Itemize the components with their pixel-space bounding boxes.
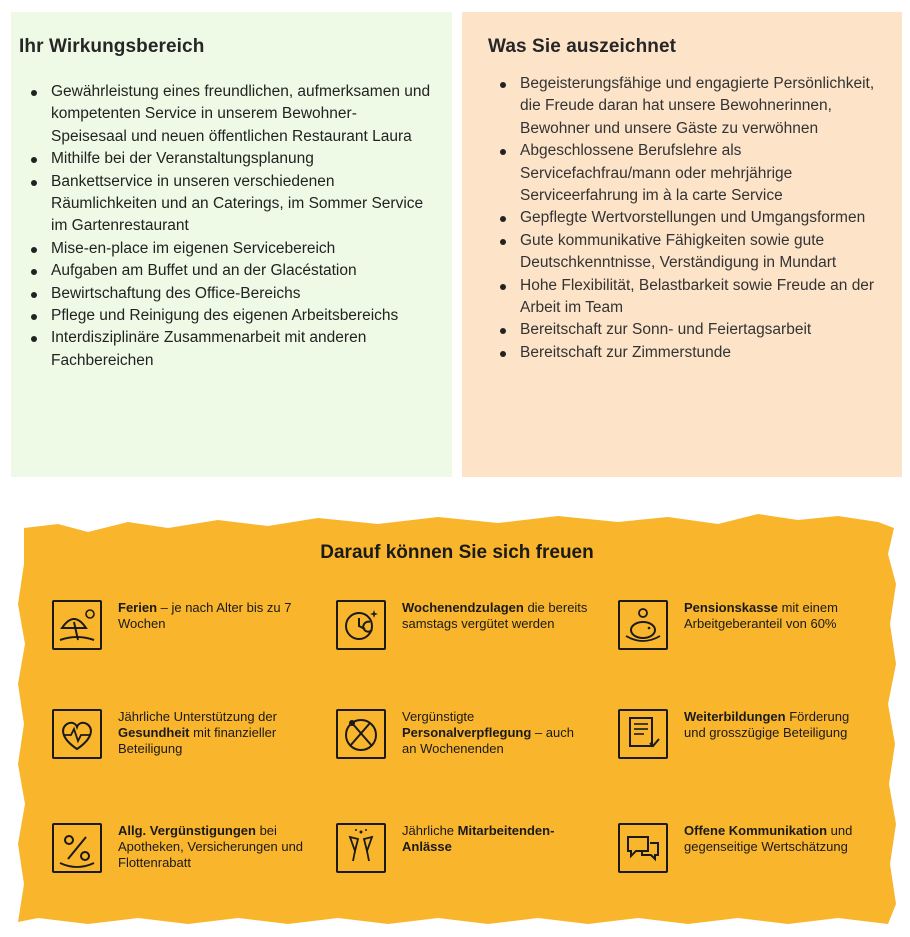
benefit-text-post: – je nach Alter bis zu 7 Wochen (118, 600, 292, 631)
benefit-text-post: – auch an Wochenenden (402, 725, 574, 756)
training-book-icon (618, 709, 668, 759)
list-item: Begeisterungsfähige und engagierte Persönlichkeit, die Freude daran hat unsere Bewohnerinnen, Bewohner und unsere Gäste zu verwöhnen (488, 73, 882, 140)
benefit-text (118, 709, 308, 757)
benefit-text-bold: Pensionskasse (684, 600, 778, 615)
benefit-text-bold: Offene Kommunikation (684, 823, 828, 838)
benefit-text-pre: Jährliche Unterstützung der (118, 709, 277, 724)
list-item: Mithilfe bei der Veranstaltungsplanung (19, 148, 432, 170)
heart-health-icon (52, 709, 102, 759)
benefit-text-post: mit finanzieller Beteiligung (118, 725, 277, 756)
speech-bubbles-icon (618, 823, 668, 873)
benefit-text (402, 600, 592, 632)
list-item: Pflege und Reinigung des eigenen Arbeitsbereichs (19, 305, 432, 327)
benefits-title: Darauf können Sie sich freuen (320, 542, 594, 563)
benefit-text (118, 823, 308, 871)
benefit-item (52, 823, 312, 883)
list-item: Bereitschaft zur Sonn- und Feiertagsarbeit (488, 319, 882, 341)
benefit-item (336, 823, 596, 883)
benefit-text (684, 709, 874, 741)
benefits-section (18, 514, 896, 924)
benefit-text (684, 600, 874, 632)
benefit-text-bold: Weiterbildungen (684, 709, 786, 724)
benefit-item (618, 709, 878, 769)
benefit-item (336, 600, 596, 660)
list-item: Mise-en-place im eigenen Servicebereich (19, 238, 432, 260)
benefit-text (402, 823, 592, 855)
requirements-panel (462, 12, 902, 477)
benefit-text-pre: Vergünstigte (402, 709, 475, 724)
piggy-bank-icon (618, 600, 668, 650)
benefit-text (684, 823, 874, 855)
benefit-text-pre: Jährliche (402, 823, 458, 838)
benefit-text-post: die bereits samstags vergütet werden (402, 600, 588, 631)
responsibilities-list (19, 81, 432, 372)
requirements-title: Was Sie auszeichnet (488, 36, 677, 57)
benefit-text-post: Förderung und grosszügige Beteiligung (684, 709, 850, 740)
benefit-item (336, 709, 596, 769)
beach-umbrella-icon (52, 600, 102, 650)
benefit-text-bold: Mitarbeitenden-Anlässe (402, 823, 555, 854)
benefit-text (402, 709, 592, 757)
list-item: Bereitschaft zur Zimmerstunde (488, 342, 882, 364)
benefit-text (118, 600, 308, 632)
list-item: Hohe Flexibilität, Belastbarkeit sowie Freude an der Arbeit im Team (488, 275, 882, 320)
benefit-text-post: mit einem Arbeitgeberanteil von 60% (684, 600, 838, 631)
list-item: Aufgaben am Buffet und an der Glacéstation (19, 260, 432, 282)
list-item: Bewirtschaftung des Office-Bereichs (19, 283, 432, 305)
cutlery-plate-icon (336, 709, 386, 759)
clock-weekend-icon (336, 600, 386, 650)
champagne-glasses-icon (336, 823, 386, 873)
benefit-item (618, 600, 878, 660)
responsibilities-panel (11, 12, 452, 477)
list-item: Gewährleistung eines freundlichen, aufmerksamen und kompetenten Service in unserem Bewohner-Speisesaal und neuen öffentlichen Restaurant Laura (19, 81, 432, 148)
percent-discount-icon (52, 823, 102, 873)
benefit-text-post: bei Apotheken, Versicherungen und Flottenrabatt (118, 823, 304, 870)
list-item: Gepflegte Wertvorstellungen und Umgangsformen (488, 207, 882, 229)
list-item: Interdisziplinäre Zusammenarbeit mit anderen Fachbereichen (19, 327, 432, 372)
benefit-text-post: und gegenseitige Wertschätzung (684, 823, 853, 854)
benefit-text-bold: Ferien (118, 600, 158, 615)
benefit-item (52, 600, 312, 660)
benefit-text-bold: Wochenendzulagen (402, 600, 524, 615)
responsibilities-title: Ihr Wirkungsbereich (19, 36, 205, 57)
benefit-item (618, 823, 878, 883)
benefit-text-bold: Personalverpflegung (402, 725, 532, 740)
list-item: Bankettservice in unseren verschiedenen Räumlichkeiten und an Caterings, im Sommer Service im Gartenrestaurant (19, 171, 432, 238)
benefit-text-bold: Gesundheit (118, 725, 190, 740)
benefit-text-bold: Allg. Vergünstigungen (118, 823, 256, 838)
requirements-list (488, 73, 882, 364)
benefit-item (52, 709, 312, 769)
list-item: Abgeschlossene Berufslehre als Servicefachfrau/mann oder mehrjährige Serviceerfahrung im à la carte Service (488, 140, 882, 207)
list-item: Gute kommunikative Fähigkeiten sowie gute Deutschkenntnisse, Verständigung in Mundart (488, 230, 882, 275)
